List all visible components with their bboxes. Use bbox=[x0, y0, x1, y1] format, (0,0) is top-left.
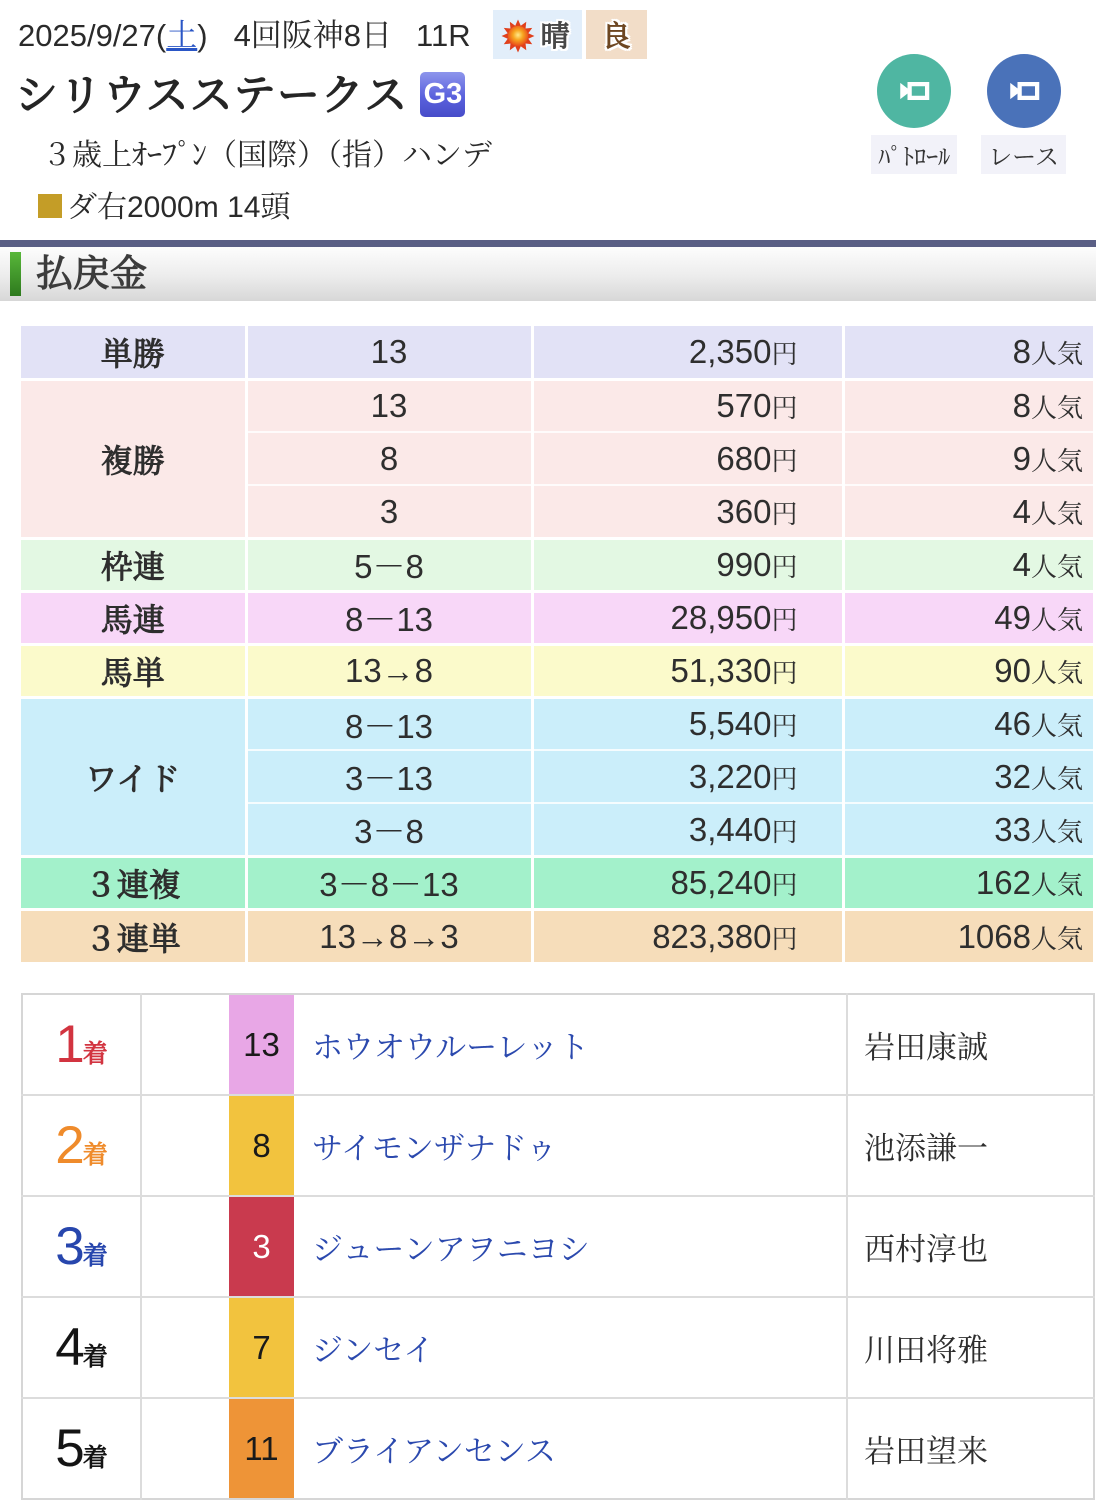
patrol-video-button[interactable] bbox=[871, 54, 957, 174]
popularity-suffix: 人気 bbox=[1030, 711, 1083, 742]
yen-suffix: 円 bbox=[771, 393, 798, 424]
popularity-suffix: 人気 bbox=[1030, 339, 1083, 370]
amount-value: 51,330 bbox=[670, 651, 772, 689]
horse-name-cell bbox=[294, 1196, 847, 1297]
horse-number-badge: 7 bbox=[229, 1297, 294, 1398]
race-video-circle[interactable] bbox=[987, 54, 1061, 128]
yen-suffix: 円 bbox=[771, 869, 798, 900]
popularity-suffix: 人気 bbox=[1030, 445, 1083, 476]
popularity bbox=[843, 644, 1093, 697]
payout-row bbox=[21, 697, 1093, 750]
horse-name-cell bbox=[294, 994, 847, 1095]
bet-type-label: ３連複 bbox=[21, 856, 246, 909]
yen-suffix: 円 bbox=[771, 923, 798, 954]
popularity bbox=[843, 750, 1093, 803]
bet-type-label: 枠連 bbox=[21, 538, 246, 591]
payout-row bbox=[21, 379, 1093, 432]
section-accent-bar bbox=[10, 252, 21, 296]
results-table bbox=[21, 993, 1095, 1500]
yen-suffix: 円 bbox=[771, 711, 798, 742]
horse-name-link[interactable]: サイモンザナドゥ bbox=[312, 1131, 558, 1167]
sun-icon bbox=[501, 19, 535, 53]
popularity bbox=[843, 432, 1093, 485]
horse-name-cell bbox=[294, 1398, 847, 1499]
jockey-name: 川田将雅 bbox=[847, 1297, 1094, 1398]
horse-number-badge: 8 bbox=[229, 1095, 294, 1196]
rank-suffix: 着 bbox=[82, 1141, 108, 1170]
popularity-value: 8 bbox=[1012, 333, 1031, 371]
amount-value: 823,380 bbox=[652, 917, 772, 955]
patrol-video-circle[interactable] bbox=[877, 54, 951, 128]
amount-value: 85,240 bbox=[670, 863, 772, 901]
result-row bbox=[22, 1297, 1094, 1398]
rank-cell bbox=[22, 1196, 141, 1297]
race-title: シリウスステークス bbox=[15, 72, 409, 121]
horse-name-cell bbox=[294, 1297, 847, 1398]
race-video-button[interactable] bbox=[981, 54, 1066, 174]
popularity-suffix: 人気 bbox=[1030, 816, 1083, 847]
popularity-suffix: 人気 bbox=[1030, 393, 1083, 424]
popularity-value: 162 bbox=[975, 863, 1031, 901]
bet-type-label: 馬単 bbox=[21, 644, 246, 697]
popularity bbox=[843, 856, 1093, 909]
popularity-suffix: 人気 bbox=[1030, 763, 1083, 794]
yen-suffix: 円 bbox=[771, 816, 798, 847]
video-buttons bbox=[871, 54, 1066, 174]
horse-number-badge: 13 bbox=[229, 994, 294, 1095]
horse-number-badge: 3 bbox=[229, 1196, 294, 1297]
amount-value: 3,220 bbox=[688, 757, 772, 795]
rank-suffix: 着 bbox=[82, 1242, 108, 1271]
bet-type-label: 馬連 bbox=[21, 591, 246, 644]
popularity-value: 90 bbox=[994, 651, 1031, 689]
bracket-cell bbox=[141, 994, 229, 1095]
bet-type-label: 複勝 bbox=[21, 379, 246, 538]
popularity-suffix: 人気 bbox=[1030, 498, 1083, 529]
amount-value: 680 bbox=[716, 439, 772, 477]
payout-amount bbox=[532, 856, 843, 909]
video-camera-icon bbox=[894, 71, 934, 111]
yen-suffix: 円 bbox=[771, 763, 798, 794]
rank-suffix: 着 bbox=[82, 1444, 108, 1473]
popularity-value: 4 bbox=[1012, 545, 1031, 583]
payout-row bbox=[21, 326, 1093, 379]
race-video-label: レース bbox=[981, 135, 1066, 174]
rank-number: 5 bbox=[55, 1419, 83, 1479]
payout-amount bbox=[532, 750, 843, 803]
amount-value: 3,440 bbox=[688, 810, 772, 848]
popularity-value: 46 bbox=[994, 705, 1031, 743]
weather-label: 晴 bbox=[540, 21, 570, 54]
popularity-suffix: 人気 bbox=[1030, 869, 1083, 900]
meeting-label: 4回阪神8日 bbox=[233, 18, 393, 53]
result-row bbox=[22, 994, 1094, 1095]
video-camera-icon bbox=[1004, 71, 1044, 111]
track-condition-badge bbox=[586, 10, 647, 59]
combination-value: 13→8→3 bbox=[246, 909, 532, 962]
popularity-value: 9 bbox=[1012, 439, 1031, 477]
popularity bbox=[843, 379, 1093, 432]
payout-amount bbox=[532, 644, 843, 697]
race-header bbox=[0, 0, 1096, 226]
payout-row bbox=[21, 538, 1093, 591]
popularity-suffix: 人気 bbox=[1030, 551, 1083, 582]
payout-amount bbox=[532, 538, 843, 591]
horse-name-link[interactable]: ブライアンセンス bbox=[312, 1434, 556, 1470]
rank-number: 4 bbox=[55, 1318, 83, 1378]
payout-amount bbox=[532, 379, 843, 432]
payout-amount bbox=[532, 432, 843, 485]
amount-value: 28,950 bbox=[670, 598, 772, 636]
weather-badge bbox=[493, 10, 582, 59]
combination-value: 3－8 bbox=[246, 803, 532, 856]
combination-value: 13→8 bbox=[246, 644, 532, 697]
combination-value: 5－8 bbox=[246, 538, 532, 591]
amount-value: 360 bbox=[716, 492, 772, 530]
combination-value: 8 bbox=[246, 432, 532, 485]
payout-amount bbox=[532, 909, 843, 962]
date-line bbox=[0, 10, 1096, 59]
result-row bbox=[22, 1196, 1094, 1297]
patrol-video-label: ﾊﾟﾄﾛｰﾙ bbox=[871, 135, 957, 174]
rank-number: 2 bbox=[55, 1116, 83, 1176]
rank-suffix: 着 bbox=[82, 1343, 108, 1372]
amount-value: 990 bbox=[716, 545, 772, 583]
payout-row bbox=[21, 591, 1093, 644]
popularity bbox=[843, 485, 1093, 538]
date-day-link[interactable]: 土 bbox=[166, 18, 198, 53]
combination-value: 8－13 bbox=[246, 591, 532, 644]
header-divider bbox=[0, 240, 1096, 247]
amount-value: 570 bbox=[716, 387, 772, 425]
payout-row bbox=[21, 856, 1093, 909]
race-number: 11R bbox=[416, 18, 471, 53]
horse-name-cell bbox=[294, 1095, 847, 1196]
popularity-suffix: 人気 bbox=[1030, 657, 1083, 688]
combination-value: 13 bbox=[246, 379, 532, 432]
popularity bbox=[843, 591, 1093, 644]
jockey-name: 岩田康誠 bbox=[847, 994, 1094, 1095]
popularity-value: 1068 bbox=[957, 917, 1031, 955]
popularity bbox=[843, 697, 1093, 750]
result-row bbox=[22, 1095, 1094, 1196]
payout-row bbox=[21, 644, 1093, 697]
yen-suffix: 円 bbox=[771, 551, 798, 582]
yen-suffix: 円 bbox=[771, 498, 798, 529]
bracket-cell bbox=[141, 1095, 229, 1196]
rank-cell bbox=[22, 1095, 141, 1196]
rank-cell bbox=[22, 1398, 141, 1499]
date-text: 2025/9/27( bbox=[18, 18, 167, 53]
popularity-value: 33 bbox=[994, 810, 1031, 848]
combination-value: 3 bbox=[246, 485, 532, 538]
grade-badge: G3 bbox=[420, 72, 465, 117]
payout-amount bbox=[532, 591, 843, 644]
bracket-cell bbox=[141, 1398, 229, 1499]
yen-suffix: 円 bbox=[771, 339, 798, 370]
popularity-suffix: 人気 bbox=[1030, 604, 1083, 635]
popularity bbox=[843, 909, 1093, 962]
popularity-value: 49 bbox=[994, 598, 1031, 636]
combination-value: 3－8－13 bbox=[246, 856, 532, 909]
section-title: 払戻金 bbox=[36, 253, 147, 295]
horse-name-link[interactable]: ホウオウルーレット bbox=[312, 1030, 590, 1066]
bracket-cell bbox=[141, 1196, 229, 1297]
payout-amount bbox=[532, 485, 843, 538]
rank-cell bbox=[22, 1297, 141, 1398]
date-text-close: ) bbox=[197, 18, 208, 53]
track-condition-label: 良 bbox=[601, 21, 631, 54]
bet-type-label: ３連単 bbox=[21, 909, 246, 962]
popularity bbox=[843, 803, 1093, 856]
race-conditions: ３歳上ｵｰﾌﾟﾝ（国際）（指）ハンデ bbox=[42, 139, 492, 173]
combination-value: 13 bbox=[246, 326, 532, 379]
result-row bbox=[22, 1398, 1094, 1499]
payout-table bbox=[21, 326, 1093, 962]
horse-name-link[interactable]: ジンセイ bbox=[312, 1333, 435, 1369]
yen-suffix: 円 bbox=[771, 445, 798, 476]
popularity-value: 32 bbox=[994, 757, 1031, 795]
bracket-cell bbox=[141, 1297, 229, 1398]
popularity-value: 4 bbox=[1012, 492, 1031, 530]
payout-amount bbox=[532, 803, 843, 856]
course-color-square-icon bbox=[38, 194, 62, 218]
bet-type-label: 単勝 bbox=[21, 326, 246, 379]
popularity-suffix: 人気 bbox=[1030, 923, 1083, 954]
distance-text: ダ右2000m 14頭 bbox=[67, 191, 291, 225]
popularity-value: 8 bbox=[1012, 387, 1031, 425]
bet-type-label: ワイド bbox=[21, 697, 246, 856]
combination-value: 8－13 bbox=[246, 697, 532, 750]
combination-value: 3－13 bbox=[246, 750, 532, 803]
rank-number: 1 bbox=[55, 1015, 83, 1075]
horse-number-badge: 11 bbox=[229, 1398, 294, 1499]
jockey-name: 池添謙一 bbox=[847, 1095, 1094, 1196]
distance-line bbox=[0, 182, 1096, 226]
yen-suffix: 円 bbox=[771, 657, 798, 688]
popularity bbox=[843, 538, 1093, 591]
jockey-name: 岩田望来 bbox=[847, 1398, 1094, 1499]
horse-name-link[interactable]: ジューンアヲニヨシ bbox=[312, 1232, 590, 1268]
payout-amount bbox=[532, 697, 843, 750]
amount-value: 5,540 bbox=[688, 705, 772, 743]
jockey-name: 西村淳也 bbox=[847, 1196, 1094, 1297]
payout-section-header bbox=[0, 247, 1096, 301]
payout-row bbox=[21, 909, 1093, 962]
payout-amount bbox=[532, 326, 843, 379]
yen-suffix: 円 bbox=[771, 604, 798, 635]
amount-value: 2,350 bbox=[688, 333, 772, 371]
rank-suffix: 着 bbox=[82, 1040, 108, 1069]
rank-number: 3 bbox=[55, 1217, 83, 1277]
rank-cell bbox=[22, 994, 141, 1095]
popularity bbox=[843, 326, 1093, 379]
